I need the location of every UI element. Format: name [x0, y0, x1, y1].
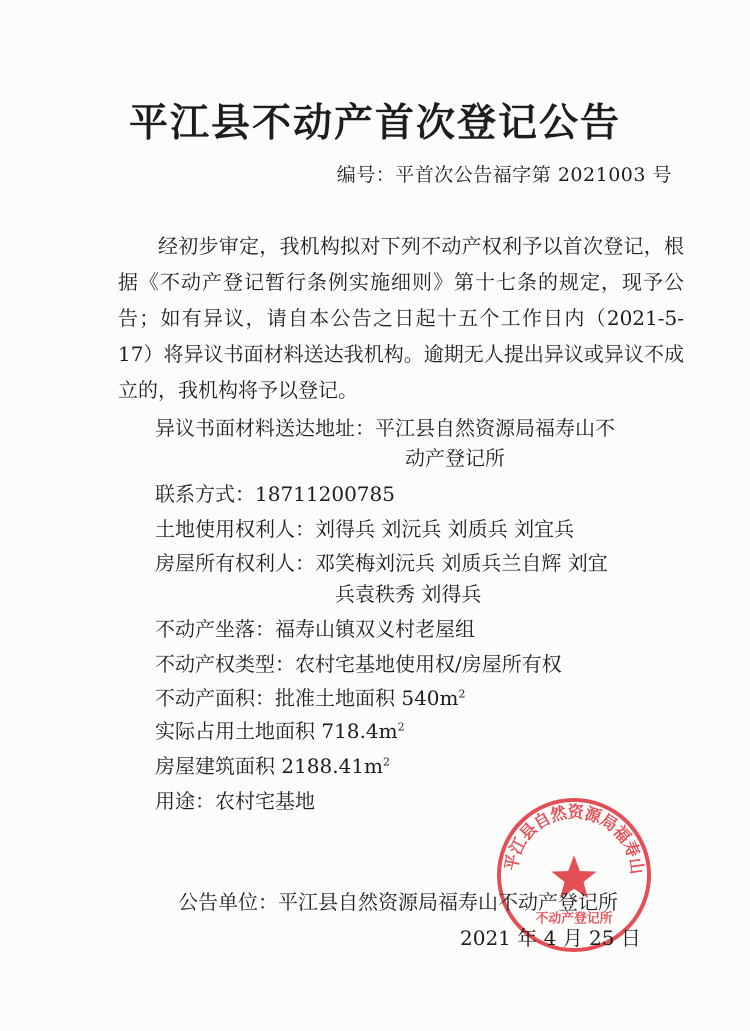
house-owners: [155, 547, 608, 576]
document-number: 编号：平首次公告福字第 2021003 号: [336, 164, 672, 186]
contact: [155, 478, 395, 507]
objection-address: [155, 412, 615, 441]
actual-area: [155, 715, 405, 744]
building-area: [155, 750, 390, 779]
location-label: 不动产坐落：: [155, 617, 275, 641]
house-owners-line1: 邓笑梅刘沅兵 刘质兵兰自辉 刘宜: [315, 551, 608, 575]
area-label: 不动产面积：: [155, 686, 275, 710]
contact-label: 联系方式：: [155, 482, 255, 506]
page-title: 平江县不动产首次登记公告: [128, 100, 621, 146]
right-type-value: 农村宅基地使用权/房屋所有权: [295, 652, 562, 676]
right-type-label: 不动产权类型：: [155, 652, 295, 676]
contact-value: 18711200785: [255, 482, 395, 506]
usage-value: 农村宅基地: [215, 789, 315, 813]
seal-bottom-text: 不动产登记所: [535, 911, 613, 927]
building-area-unit-sup: 2: [383, 755, 391, 769]
area-unit-sup: 2: [458, 687, 466, 701]
usage-label: 用途：: [155, 789, 215, 813]
location-value: 福寿山镇双义村老屋组: [275, 617, 475, 641]
location: [155, 613, 475, 642]
land-owners: [155, 513, 574, 542]
usage: [155, 785, 315, 814]
house-owners-label: 房屋所有权利人：: [155, 551, 315, 575]
area: [155, 682, 466, 711]
objection-address-line2: 动产登记所: [405, 446, 505, 470]
land-owners-label: 土地使用权利人：: [155, 517, 315, 541]
objection-address-line1: 平江县自然资源局福寿山不: [375, 416, 615, 440]
building-area-value: 房屋建筑面积 2188.41m: [155, 754, 384, 778]
actual-area-value: 实际占用土地面积 718.4m: [155, 719, 398, 743]
land-owners-value: 刘得兵 刘沅兵 刘质兵 刘宜兵: [315, 517, 575, 541]
house-owners-line2: 兵袁秩秀 刘得兵: [335, 582, 482, 606]
seal-text: 平江县自然资源局福寿山: [500, 801, 648, 877]
body-paragraph: 经初步审定，我机构拟对下列不动产权利予以首次登记，根据《不动产登记暂行条例实施细则》第十七条的规定，现予公告；如有异议，请自本公告之日起十五个工作日内（2021-5-17）将异议书面材料送达我机构。逾期无人提出异议或异议不成立的，我机构将予以登记。: [118, 234, 684, 402]
area-value: 批准土地面积 540m: [275, 686, 459, 710]
issuer: 公告单位：平江县自然资源局福寿山不动产登记所: [178, 890, 618, 914]
right-type: [155, 648, 562, 677]
issue-date: 2021 年 4 月 25 日: [460, 926, 641, 950]
objection-address-label: 异议书面材料送达地址：: [155, 416, 375, 440]
actual-area-unit-sup: 2: [397, 720, 405, 734]
